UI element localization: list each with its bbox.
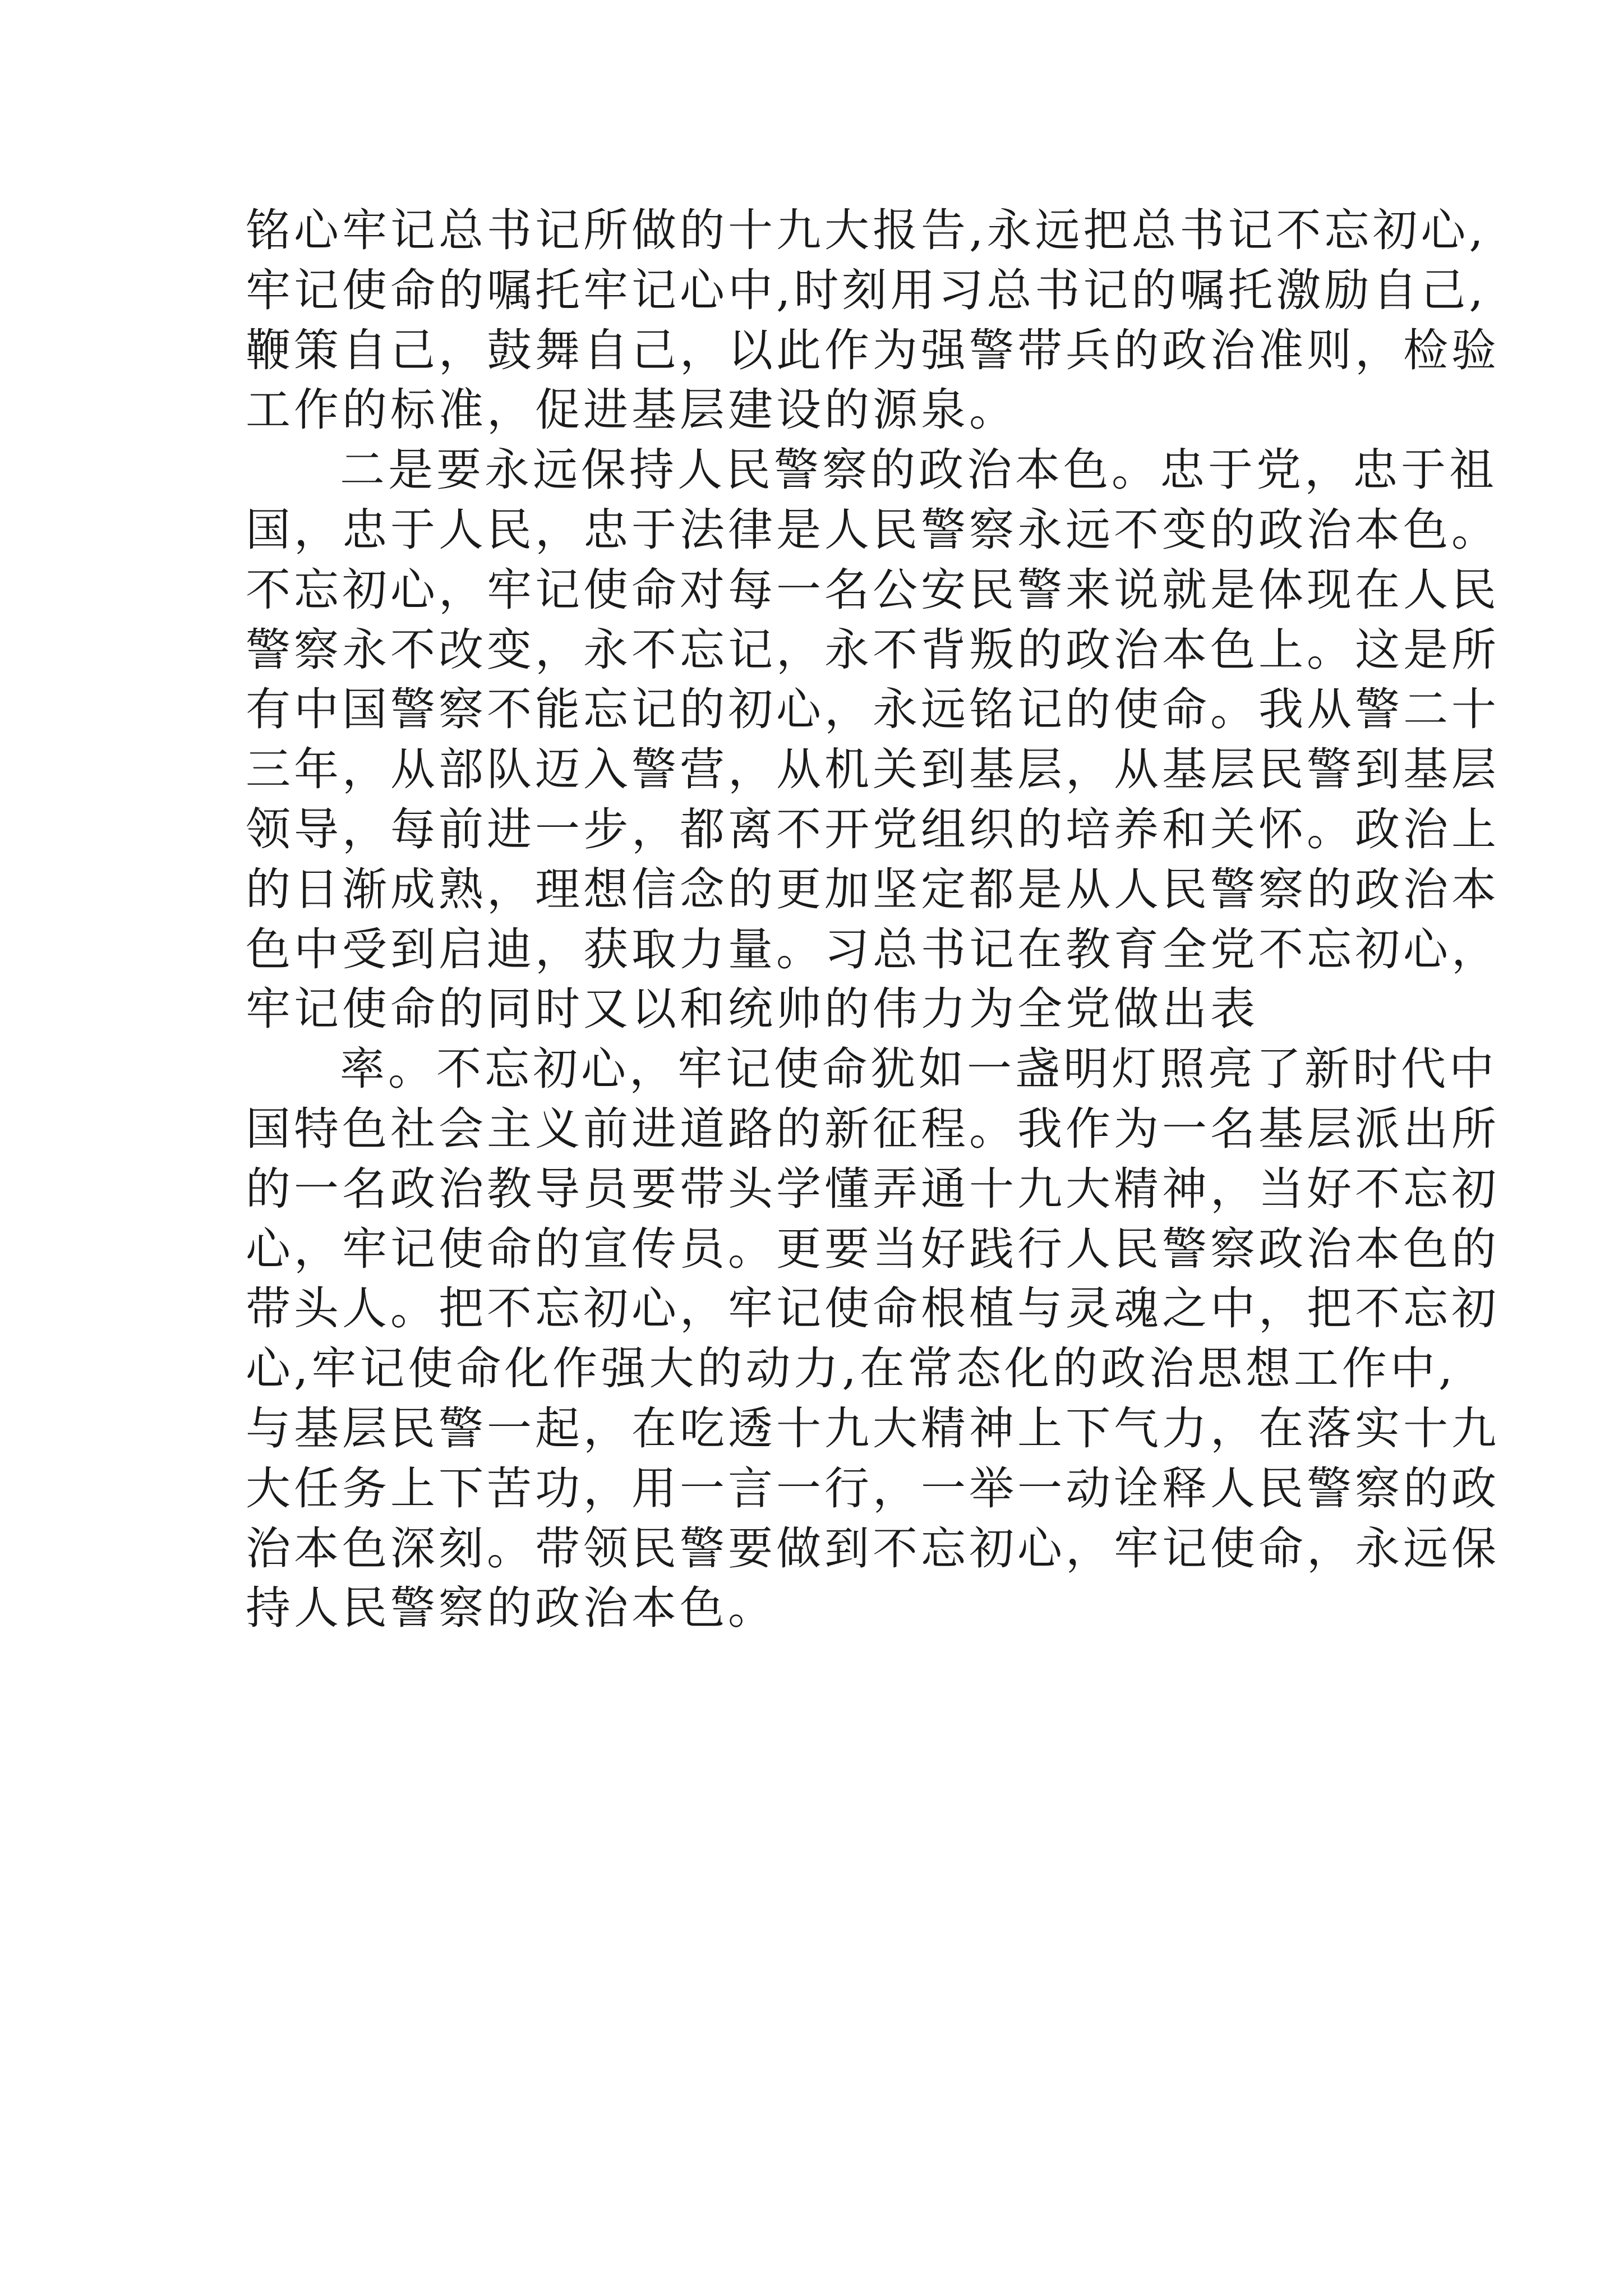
text-line: 三年，从部队迈入警营，从机关到基层，从基层民警到基层 (246, 743, 1500, 796)
text-line: 工作的标准，促进基层建设的源泉。 (246, 384, 1017, 436)
text-line: 牢记使命的嘱托牢记心中,时刻用习总书记的嘱托激励自己, (246, 264, 1487, 316)
text-line: 大任务上下苦功，用一言一行，一举一动诠释人民警察的政 (246, 1462, 1500, 1515)
text-line: 率。不忘初心，牢记使命犹如一盏明灯照亮了新时代中 (340, 1043, 1497, 1096)
text-line: 心,牢记使命化作强大的动力,在常态化的政治思想工作中, (246, 1342, 1456, 1395)
text-line: 国，忠于人民，忠于法律是人民警察永远不变的政治本色。 (246, 503, 1500, 556)
body-text (246, 201, 1500, 1639)
text-line: 有中国警察不能忘记的初心，永远铭记的使命。我从警二十 (246, 683, 1500, 736)
text-line: 心，牢记使命的宣传员。更要当好践行人民警察政治本色的 (246, 1222, 1500, 1275)
text-line: 铭心牢记总书记所做的十九大报告,永远把总书记不忘初心, (246, 204, 1487, 256)
text-line: 治本色深刻。带领民警要做到不忘初心，牢记使命，永远保 (246, 1522, 1500, 1575)
text-line: 牢记使命的同时又以和统帅的伟力为全党做出表 (246, 983, 1258, 1036)
text-line: 领导，每前进一步，都离不开党组织的培养和关怀。政治上 (246, 803, 1500, 855)
text-line: 与基层民警一起，在吃透十九大精神上下气力，在落实十九 (246, 1402, 1500, 1455)
text-line: 鞭策自己，鼓舞自己，以此作为强警带兵的政治准则，检验 (246, 324, 1500, 376)
text-line: 国特色社会主义前进道路的新征程。我作为一名基层派出所 (246, 1102, 1500, 1155)
text-line: 二是要永远保持人民警察的政治本色。忠于党，忠于祖 (340, 444, 1497, 496)
text-line: 持人民警察的政治本色。 (246, 1582, 776, 1635)
text-line: 带头人。把不忘初心，牢记使命根植与灵魂之中，把不忘初 (246, 1282, 1500, 1335)
text-line: 的一名政治教导员要带头学懂弄通十九大精神，当好不忘初 (246, 1162, 1500, 1215)
text-line: 的日渐成熟，理想信念的更加坚定都是从人民警察的政治本 (246, 863, 1500, 915)
text-line: 色中受到启迪，获取力量。习总书记在教育全党不忘初心， (246, 923, 1500, 976)
text-line: 警察永不改变，永不忘记，永不背叛的政治本色上。这是所 (246, 623, 1500, 676)
text-line: 不忘初心，牢记使命对每一名公安民警来说就是体现在人民 (246, 563, 1500, 616)
